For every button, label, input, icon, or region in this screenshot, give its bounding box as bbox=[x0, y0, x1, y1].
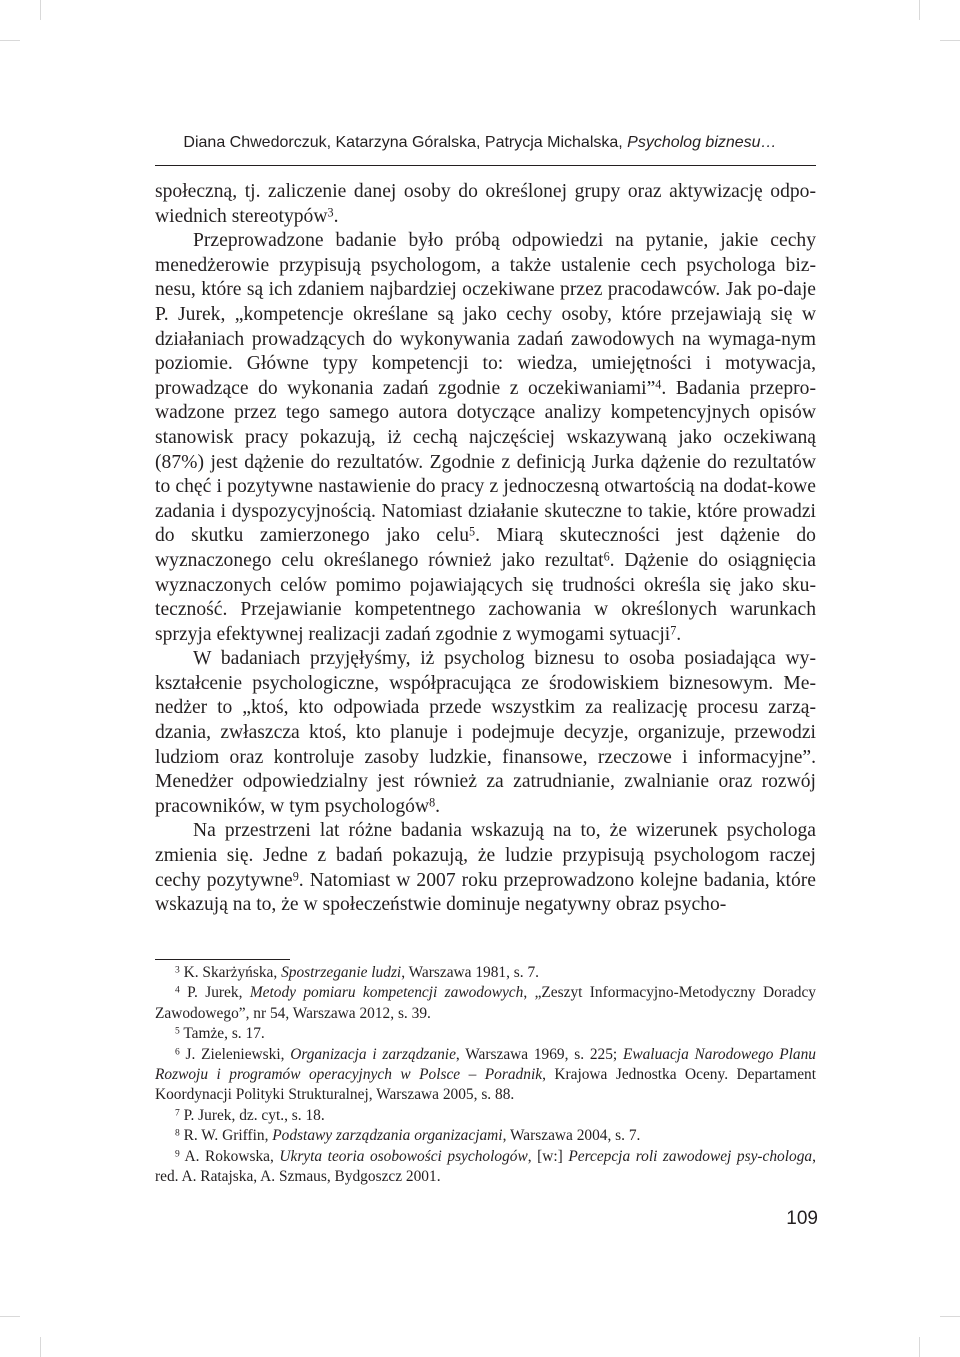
header-title: Psycholog biznesu… bbox=[627, 134, 777, 151]
footnotes bbox=[155, 963, 816, 1187]
footnote-ref: 9 bbox=[292, 869, 299, 884]
crop-mark-left-top bbox=[0, 40, 20, 41]
footnote-4: $^4$ P. Jurek, Metody pomiaru kompetencji zawodowych, „Zeszyt Informacyjno-Metodyczny Doradcy Zawodowego”, nr 54, Warszawa 2012, s. 39. bbox=[155, 984, 816, 1022]
header-authors: Diana Chwedorczuk, Katarzyna Góralska, Patrycja Michalska, bbox=[183, 134, 628, 151]
footnote-ref: 4 bbox=[655, 377, 662, 392]
paragraph-3: W badaniach przyjęłyśmy, iż psycholog biznesu to osoba posiadająca wy-kształcenie psychologiczne, współpracująca ze środowiskiem biznesowym. Me-nedżer to „ktoś, kto odpowiada przede wszystkim za realizację procesu zarzą-dzania, zwłaszcza ktoś, kto planuje i podejmuje decyzje, organizuje, przewodzi ludziom oraz kontroluje zasoby ludzkie, finansowe, rzeczowe i informacyjne”. Menedżer odpowiedzialny jest również za zatrudnianie, zwalnianie oraz rozwój pracowników, w tym psychologów$^8$. bbox=[155, 648, 816, 817]
footnote-ref: 8 bbox=[429, 795, 436, 810]
footnote-8: $^8$ R. W. Griffin, Podstawy zarządzania organizacjami, Warszawa 2004, s. 7. bbox=[175, 1127, 641, 1145]
crop-mark-right-bottom bbox=[940, 1316, 960, 1317]
footnote-7: $^7$ P. Jurek, dz. cyt., s. 18. bbox=[175, 1106, 325, 1124]
paragraph-4: Na przestrzeni lat różne badania wskazują na to, że wizerunek psychologa zmienia się. Jedne z badań pokazują, że ludzie przypisują psychologom raczej cechy pozytywne$^9$. Natomiast w 2007 roku przeprowadzono kolejne badania, które wskazują na to, że w społeczeństwie dominuje negatywny obraz psycho- bbox=[155, 820, 816, 916]
header-rule bbox=[155, 165, 816, 166]
page-number: 109 bbox=[786, 1208, 818, 1229]
footnote-5: $^5$ Tamże, s. 17. bbox=[175, 1025, 265, 1043]
crop-mark-bottom-left bbox=[40, 1337, 41, 1357]
crop-mark-right-top bbox=[940, 40, 960, 41]
crop-mark-left-bottom bbox=[0, 1316, 20, 1317]
running-header bbox=[0, 134, 960, 152]
body-text bbox=[155, 180, 816, 918]
footnote-ref: 5 bbox=[469, 524, 476, 539]
footnote-ref: 3 bbox=[327, 205, 334, 220]
crop-mark-top-right bbox=[919, 0, 920, 20]
footnote-rule bbox=[155, 959, 290, 960]
footnote-9: $^9$ A. Rokowska, Ukryta teoria osobowości psychologów, [w:] Percepcja roli zawodowej psy-chologa, red. A. Ratajska, A. Szmaus, Bydgoszcz 2001. bbox=[155, 1147, 816, 1186]
paragraph-2: Przeprowadzone badanie było próbą odpowiedzi na pytanie, jakie cechy menedżerowie przypisują psychologom, a także ustalenie cech psychologa biz-nesu, które są ich zdaniem najbardziej oczekiwane przez pracodawców. Jak po-daje P. Jurek, „kompetencje określane są jako cechy osoby, które przejawiają się w działaniach prowadzących do wykonywania zadań zawodowych na wymaga-nym poziomie. Główne typy kompetencji to: wiedza, umiejętności i motywacja, prowadzące do wykonania zadań zgodnie z oczekiwaniami”$^4$. Badania przepro-wadzone przez tego samego autora dotyczące analizy kompetencyjnych opisów stanowisk pracy pokazują, iż cechą najczęściej wskazywaną jako oczekiwaną (87%) jest dążenie do rezultatów. Zgodnie z definicją Jurka dążenie do rezultatów to chęć i pozytywne nastawienie do pracy z jednoczesną otwartością na dodat-kowe zadania i dyspozycyjnością. Natomiast działanie skuteczne to takie, które prowadzi do skutku zamierzonego jako celu$^5$. Miarą skuteczności jest dążenie do wyznaczonego celu określanego również jako rezultat$^6$. Dążenie do osiągnięcia wyznaczonych celów pomimo pojawiających się trudności określa się jako sku-teczność. Przejawianie kompetentnego zachowania w określonych warunkach sprzyja efektywnej realizacji zadań zgodnie z wymogami sytuacji$^7$. bbox=[155, 230, 816, 645]
crop-mark-top-left bbox=[40, 0, 41, 20]
paragraph-1: społeczną, tj. zaliczenie danej osoby do określonej grupy oraz aktywizację odpo-wiednich stereotypów$^3$. bbox=[155, 181, 816, 227]
crop-mark-bottom-right bbox=[919, 1337, 920, 1357]
footnote-3: $^3$ K. Skarżyńska, Spostrzeganie ludzi, Warszawa 1981, s. 7. bbox=[175, 964, 540, 981]
footnote-6: $^6$ J. Zieleniewski, Organizacja i zarządzanie, Warszawa 1969, s. 225; Ewaluacja Narodowego Planu Rozwoju i programów operacyjnych w Polsce – Poradnik, Krajowa Jednostka Oceny. Departament Koordynacji Polityki Strukturalnej, Warszawa 2005, s. 88. bbox=[155, 1045, 816, 1104]
footnote-ref: 6 bbox=[603, 549, 610, 564]
footnote-ref: 7 bbox=[670, 623, 677, 638]
